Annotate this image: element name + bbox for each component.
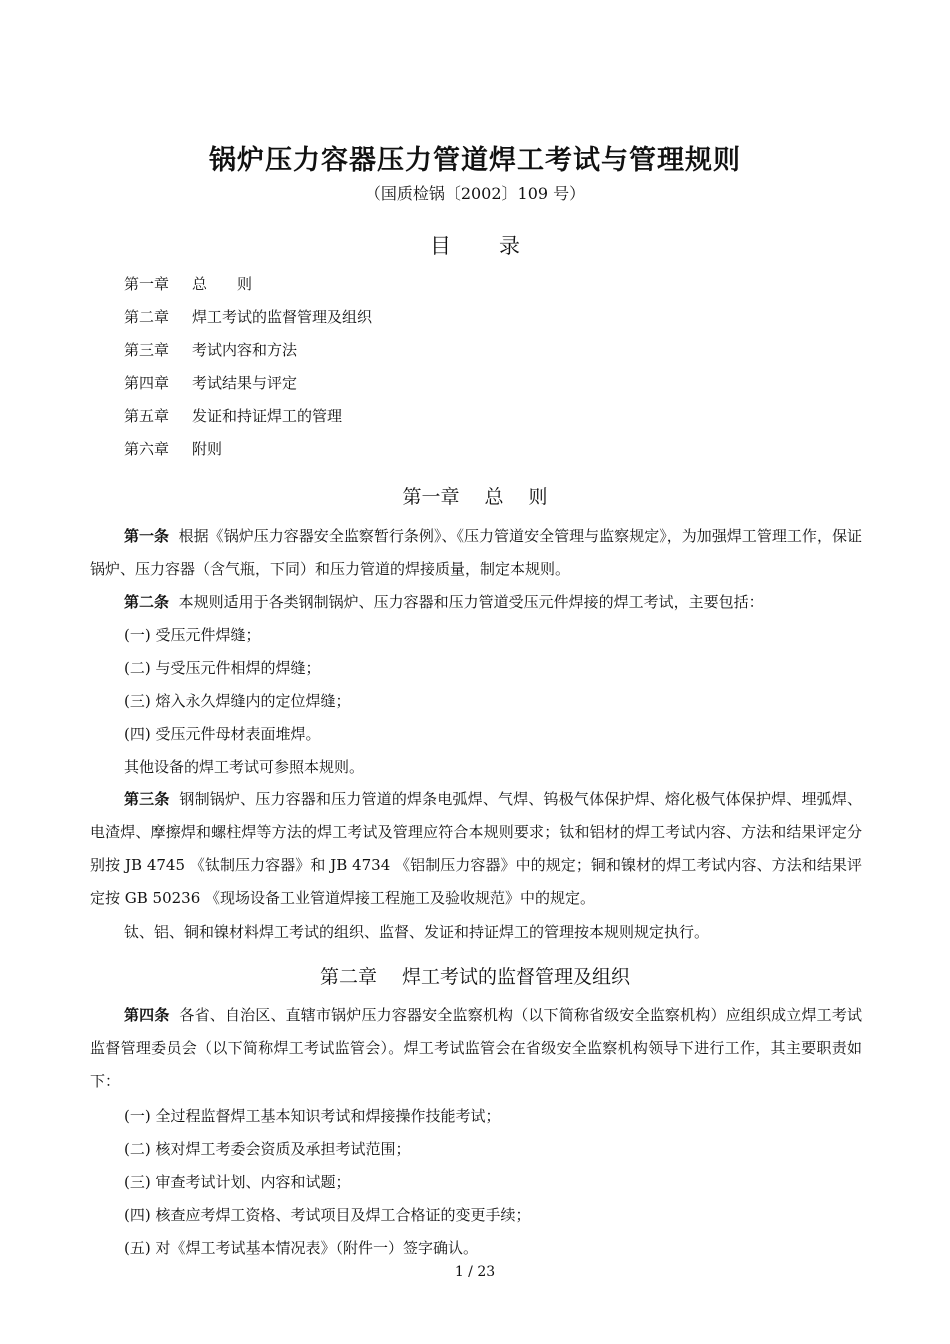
toc-heading	[0, 230, 950, 260]
article-4-text: 各省、自治区、直辖市锅炉压力容器安全监察机构（以下简称省级安全监察机构）应组织成立焊工考试监督管理委员会（以下简称焊工考试监管会）。焊工考试监管会在省级安全监察机构领导下进行工作，其主要职责如下：	[90, 1006, 862, 1090]
toc-chapter-number: 第四章	[124, 374, 170, 392]
article-3-note: 钛、铝、铜和镍材料焊工考试的组织、监督、发证和持证焊工的管理按本规则规定执行。	[124, 923, 710, 941]
chapter-2-heading: 第二章 焊工考试的监督管理及组织	[319, 966, 631, 988]
article-4-item: (一) 全过程监督焊工基本知识考试和焊接操作技能考试；	[124, 1107, 501, 1125]
toc-chapter-number: 第一章	[124, 275, 170, 293]
toc-chapter-number: 第三章	[124, 341, 170, 359]
article-1-text: 根据《锅炉压力容器安全监察暂行条例》、《压力管道安全管理与监察规定》，为加强焊工管理工作，保证锅炉、压力容器（含气瓶，下同）和压力管道的焊接质量，制定本规则。	[90, 527, 862, 578]
toc-chapter-title: 考试结果与评定	[192, 374, 298, 392]
article-3	[90, 783, 862, 915]
article-4-item: (二) 核对焊工考委会资质及承担考试范围；	[124, 1140, 411, 1158]
toc-chapter-title: 焊工考试的监督管理及组织	[192, 308, 373, 326]
article-4-item: (五) 对《焊工考试基本情况表》（附件一）签字确认。	[124, 1239, 478, 1257]
article-3-text: 钢制锅炉、压力容器和压力管道的焊条电弧焊、气焊、钨极气体保护焊、熔化极气体保护焊、埋弧焊、电渣焊、摩擦焊和螺柱焊等方法的焊工考试及管理应符合本规则要求；钛和铝材的焊工考试内容、方法和结果评定分别按 JB 4745 《钛制压力容器》和 JB 4734 《铝制压力容器》中的规定；铜和镍材的焊工考试内容、方法和结果评定按 GB 50236 《现场设备工业管道焊接工程施工及验收规范》中的规定。	[90, 790, 862, 907]
toc-item[interactable]	[124, 371, 372, 404]
article-2-item: (四) 受压元件母材表面堆焊。	[124, 725, 321, 743]
chapter-1-heading: 第一章 总 则	[402, 486, 548, 508]
article-3-label: 第三条	[124, 790, 170, 808]
article-4	[90, 999, 862, 1098]
toc-item[interactable]	[124, 305, 372, 338]
article-1-label: 第一条	[124, 527, 170, 545]
toc-item[interactable]	[124, 272, 372, 305]
document-subtitle: （国质检锅〔2002〕109 号）	[364, 184, 586, 203]
article-2-item: (一) 受压元件焊缝；	[124, 626, 261, 644]
toc-chapter-number: 第五章	[124, 407, 170, 425]
document-title: 锅炉压力容器压力管道焊工考试与管理规则	[209, 145, 741, 176]
toc-chapter-number: 第六章	[124, 440, 170, 458]
toc-chapter-title: 附则	[192, 440, 223, 458]
toc-item[interactable]	[124, 338, 372, 371]
toc-chapter-number: 第二章	[124, 308, 170, 326]
toc-chapter-title: 发证和持证焊工的管理	[192, 407, 343, 425]
table-of-contents	[124, 272, 372, 470]
toc-chapter-title: 总 则	[192, 275, 253, 293]
article-2-text: 本规则适用于各类钢制锅炉、压力容器和压力管道受压元件焊接的焊工考试，主要包括：	[178, 593, 764, 611]
article-4-item: (四) 核查应考焊工资格、考试项目及焊工合格证的变更手续；	[124, 1206, 531, 1224]
article-2-note: 其他设备的焊工考试可参照本规则。	[124, 758, 365, 776]
article-1	[90, 520, 862, 586]
article-2-item: (二) 与受压元件相焊的焊缝；	[124, 659, 321, 677]
toc-heading-left: 目	[430, 234, 451, 258]
toc-item[interactable]	[124, 404, 372, 437]
toc-item[interactable]	[124, 437, 372, 470]
article-4-item: (三) 审查考试计划、内容和试题；	[124, 1173, 351, 1191]
page-number: 1 / 23	[454, 1264, 496, 1280]
article-4-label: 第四条	[124, 1006, 170, 1024]
article-2-label: 第二条	[124, 593, 170, 611]
toc-heading-right: 录	[499, 234, 520, 258]
article-2	[90, 586, 862, 619]
article-2-item: (三) 熔入永久焊缝内的定位焊缝；	[124, 692, 351, 710]
toc-chapter-title: 考试内容和方法	[192, 341, 298, 359]
